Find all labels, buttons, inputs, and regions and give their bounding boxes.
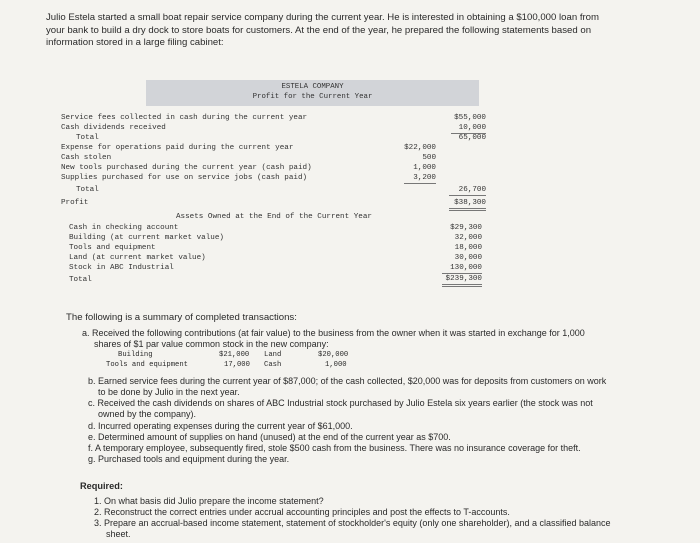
underline xyxy=(442,273,482,274)
row-label: Cash stolen xyxy=(61,154,112,162)
row-value: 10,000 xyxy=(458,124,486,132)
row-label: New tools purchased during the current year (cash paid) xyxy=(61,164,312,172)
statement-title: Profit for the Current Year xyxy=(252,92,373,101)
intro-line-1: Julio Estela started a small boat repair service company during the current year. He is interested in obtaining a $100,000 loan from xyxy=(46,12,600,23)
row-label: Total xyxy=(76,134,99,142)
asset-label: Building (at current market value) xyxy=(69,234,224,242)
asset-value: 130,000 xyxy=(450,264,482,272)
intro-line-3: information stored in a large filing cabinet: xyxy=(46,37,224,48)
transaction-f: f. A temporary employee, subsequently fired, stole $500 cash from the business. There was no insurance coverage for theft. xyxy=(88,443,581,453)
transaction-a-line-2: shares of $1 par value common stock in the new company: xyxy=(94,339,329,349)
company-name: ESTELA COMPANY xyxy=(281,83,344,91)
required-label: Required: xyxy=(80,481,123,491)
asset-label: Land (at current market value) xyxy=(69,254,206,262)
contrib-land-value: $20,000 xyxy=(318,351,349,359)
asset-value: 18,000 xyxy=(454,244,482,252)
required-item-2: 2. Reconstruct the correct entries under accrual accounting principles and post the effects to T-accounts. xyxy=(94,507,510,517)
double-underline xyxy=(449,210,486,211)
transaction-b-line-2: to be done by Julio in the next year. xyxy=(98,387,240,397)
summary-title: The following is a summary of completed transactions: xyxy=(66,312,297,323)
required-item-1: 1. On what basis did Julio prepare the income statement? xyxy=(94,496,324,506)
row-value: $55,000 xyxy=(454,114,486,122)
row-label: Service fees collected in cash during the current year xyxy=(61,114,308,122)
transaction-a-line-1: a. Received the following contributions (at fair value) to the business from the owner when it was started in exchange for 1,000 xyxy=(82,328,585,338)
row-label: Total xyxy=(76,186,99,194)
statement-header xyxy=(146,80,479,106)
required-item-3-line-1: 3. Prepare an accrual-based income statement, statement of stockholder's equity (only one shareholder), and a classified balance xyxy=(94,518,611,528)
profit-statement xyxy=(56,78,486,288)
transaction-c-line-2: owned by the company). xyxy=(98,409,197,419)
row-value: 500 xyxy=(422,154,436,162)
underline xyxy=(442,284,482,285)
asset-value: $239,300 xyxy=(445,275,482,283)
transaction-e: e. Determined amount of supplies on hand (unused) at the end of the current year as $700. xyxy=(88,432,451,442)
asset-value: 32,000 xyxy=(454,234,482,242)
contrib-cash-label: Cash xyxy=(264,361,282,369)
double-underline xyxy=(442,286,482,287)
assets-title: Assets Owned at the End of the Current Year xyxy=(176,213,372,221)
contrib-building-label: Building xyxy=(118,351,153,359)
transaction-b-line-1: b. Earned service fees during the current year of $87,000; of the cash collected, $20,000 was for deposits from customers on work xyxy=(88,376,607,386)
row-value: $22,000 xyxy=(404,144,436,152)
intro-paragraph xyxy=(46,12,656,50)
required-item-3-line-2: sheet. xyxy=(106,529,131,539)
row-label: Expense for operations paid during the current year xyxy=(61,144,294,152)
transaction-c-line-1: c. Received the cash dividends on shares of ABC Industrial stock purchased by Julio Estela six years earlier (the stock was not xyxy=(88,398,593,408)
asset-value: $29,300 xyxy=(450,224,482,232)
underline xyxy=(449,208,486,209)
row-value: 65,000 xyxy=(458,134,486,142)
row-value: $38,300 xyxy=(454,199,486,207)
contrib-tools-value: 17,000 xyxy=(224,361,250,369)
row-label: Profit xyxy=(61,199,89,207)
asset-label: Stock in ABC Industrial xyxy=(69,264,174,272)
row-label: Cash dividends received xyxy=(61,124,166,132)
row-label: Supplies purchased for use on service jobs (cash paid) xyxy=(61,174,308,182)
contrib-tools-label: Tools and equipment xyxy=(106,361,188,369)
underline xyxy=(449,195,486,196)
asset-label: Total xyxy=(69,276,92,284)
asset-label: Tools and equipment xyxy=(69,244,156,252)
asset-value: 30,000 xyxy=(454,254,482,262)
asset-label: Cash in checking account xyxy=(69,224,179,232)
transaction-g: g. Purchased tools and equipment during the year. xyxy=(88,454,290,464)
underline xyxy=(404,183,436,184)
contrib-building-value: $21,000 xyxy=(219,351,250,359)
intro-line-2: your bank to build a dry dock to store boats for customers. At the end of the year, he prepared the following statements based on xyxy=(46,24,592,36)
row-value: 26,700 xyxy=(458,186,486,194)
contrib-cash-value: 1,000 xyxy=(325,361,347,369)
row-value: 3,200 xyxy=(413,174,436,182)
row-value: 1,000 xyxy=(413,164,436,172)
contrib-land-label: Land xyxy=(264,351,282,359)
transaction-d: d. Incurred operating expenses during the current year of $61,000. xyxy=(88,421,353,431)
